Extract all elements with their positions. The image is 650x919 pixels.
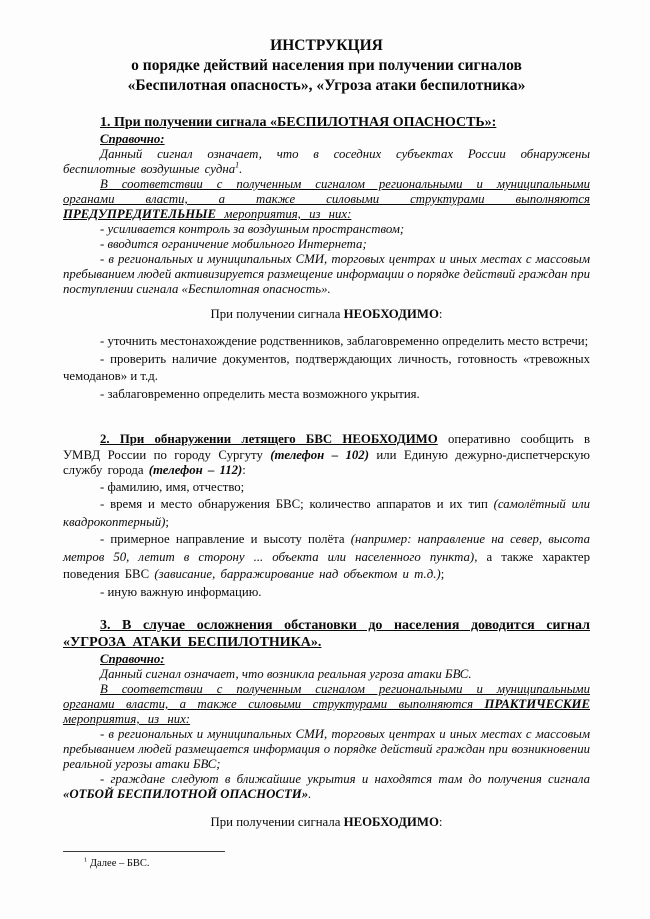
section-3-heading: [63, 617, 590, 651]
action-item: - уточнить местонахождение родственников, заблаговременно определить место встречи;: [100, 334, 589, 348]
section-1-measures-list: [63, 222, 590, 297]
phone-112: (телефон – 112): [148, 463, 243, 477]
measure-item: - усиливается контроль за воздушным пространством;: [100, 222, 405, 236]
report-item: - фамилию, имя, отчество;: [100, 479, 245, 494]
section-3-measures-intro: В соответствии с полученным сигналом региональными и муниципальными органами власти, а также силовыми структурами выполняются ПРАКТИЧЕСКИЕ мероприятия, из них:: [63, 682, 590, 726]
preventive-measures-emphasis: ПРЕДУПРЕДИТЕЛЬНЫЕ: [63, 207, 217, 221]
measure-item: - в региональных и муниципальных СМИ, торговых центрах и иных местах с массовым пребыванием людей размещается информация о порядке действий граждан при возникновении реальной угрозы атаки БВС;: [63, 727, 590, 771]
section-1-measures-intro: В соответствии с полученным сигналом региональными и муниципальными органами власти, а также силовыми структурами выполняются ПРЕДУПРЕДИТЕЛЬНЫЕ мероприятия, из них:: [63, 177, 590, 221]
action-item: - заблаговременно определить места возможного укрытия.: [100, 386, 420, 401]
report-item: - иную важную информацию.: [100, 584, 262, 599]
footnote-marker: 1: [84, 856, 88, 864]
practical-measures-emphasis: ПРАКТИЧЕСКИЕ: [484, 697, 590, 711]
document-title-block: [63, 36, 590, 96]
report-item: - время и место обнаружения БВС; количество аппаратов и их тип (самолётный или квадрокоптерный);: [63, 497, 590, 529]
measure-item: - граждане следуют в ближайшие укрытия и находятся там до получения сигнала «ОТБОЙ БЕСПИЛОТНОЙ ОПАСНОСТИ».: [63, 772, 590, 801]
section-1-alert-line: При получении сигнала НЕОБХОДИМО:: [210, 307, 443, 321]
footnote-text: $^1$ Далее – БВС.: [84, 856, 150, 869]
section-3-measures-list: [63, 727, 590, 802]
phone-102: (телефон – 102): [270, 447, 369, 462]
report-item: - примерное направление и высоту полёта (например: направление на север, высота метров 50, летит в сторону ... объекта или населенного пункта), а также характер поведения БВС (зависание, барражирование над объектом и т.д.);: [63, 532, 590, 581]
section-1-heading: [63, 114, 590, 131]
section-3-reference-label: Справочно:: [100, 652, 165, 666]
section-3-meaning-paragraph: Данный сигнал означает, что возникла реальная угроза атаки БВС.: [100, 667, 472, 681]
action-item: - проверить наличие документов, подтверждающих личность, готовность «тревожных чемоданов» и т.д.: [63, 351, 590, 383]
footnote-block: [63, 851, 483, 870]
footnote-reference-mark: 1: [235, 160, 240, 170]
section-1-actions-list: [63, 333, 590, 403]
all-clear-signal-emphasis: «ОТБОЙ БЕСПИЛОТНОЙ ОПАСНОСТИ»: [63, 787, 309, 801]
title-line-3: «Беспилотная опасность», «Угроза атаки беспилотника»: [127, 77, 526, 94]
footnote-separator-rule: [63, 851, 225, 852]
section-1-reference-label: Справочно:: [100, 132, 165, 146]
measure-item: - вводится ограничение мобильного Интернета;: [100, 237, 367, 251]
section-2-heading-text: 2. При обнаружении летящего БВС НЕОБХОДИМО: [100, 432, 438, 446]
section-3-heading-text: 3. В случае осложнения обстановки до населения доводится сигнал «УГРОЗА АТАКИ БЕСПИЛОТНИКА».: [63, 618, 590, 650]
section-3-alert-line: При получении сигнала НЕОБХОДИМО:: [210, 815, 443, 829]
section-1-meaning-paragraph: Данный сигнал означает, что в соседних субъектах России обнаружены беспилотные воздушные судна$^1$.: [63, 147, 590, 176]
title-line-2: о порядке действий населения при получении сигналов: [131, 57, 522, 74]
necessary-emphasis: НЕОБХОДИМО: [343, 307, 439, 321]
title-line-1: ИНСТРУКЦИЯ: [270, 37, 383, 54]
necessary-emphasis: НЕОБХОДИМО: [343, 815, 439, 829]
measure-item: - в региональных и муниципальных СМИ, торговых центрах и иных местах с массовым пребыванием людей активизируется размещение информации о порядке действий граждан при поступлении сигнала «Беспилотная опасность».: [63, 252, 590, 296]
section-2-report-list: [63, 479, 590, 602]
section-1-heading-text: 1. При получении сигнала «БЕСПИЛОТНАЯ ОПАСНОСТЬ»:: [100, 115, 497, 130]
section-2-intro-paragraph: 2. При обнаружении летящего БВС НЕОБХОДИМО оперативно сообщить в УМВД России по городу Сургуту (телефон – 102) или Единую дежурно-диспетчерскую службу города (телефон – 112):: [63, 432, 590, 477]
